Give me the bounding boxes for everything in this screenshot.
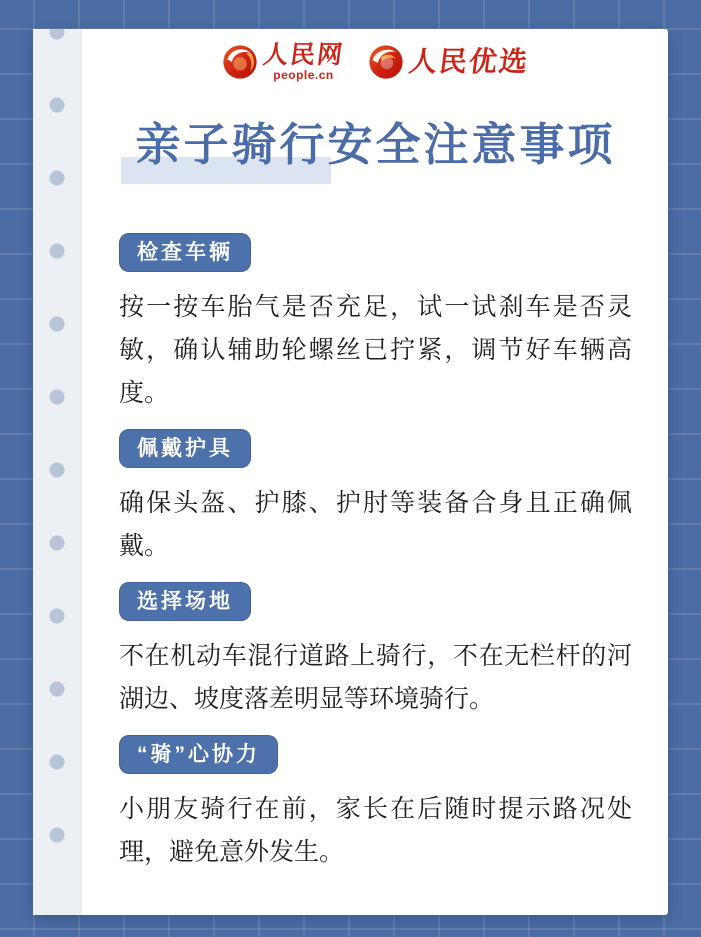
poster-card (33, 29, 668, 915)
poster-content (82, 29, 668, 915)
people-cn-logo (222, 42, 344, 82)
section-badge-wear-gear: 佩戴护具 (119, 429, 251, 468)
section-ride-together (119, 735, 632, 874)
people-youxuan-logo-text: 人民优选 (407, 46, 531, 77)
people-youxuan-logo (368, 42, 529, 80)
section-wear-gear (119, 429, 632, 568)
people-cn-logo-subtext: people.cn (273, 68, 334, 82)
section-text-ride-together: 小朋友骑行在前，家长在后随时提示路况处理，避免意外发生。 (119, 795, 632, 866)
page-title: 亲子骑行安全注意事项 (135, 119, 616, 170)
section-text-check-vehicle: 按一按车胎气是否充足，试一试刹车是否灵敏，确认辅助轮螺丝已拧紧，调节好车辆高度。 (119, 293, 632, 407)
binding-holes-strip (33, 29, 82, 915)
section-text-wear-gear: 确保头盔、护膝、护肘等装备合身且正确佩戴。 (119, 489, 632, 560)
section-list (119, 233, 632, 874)
section-choose-site (119, 582, 632, 721)
header-logos (119, 42, 632, 89)
people-cn-logo-text: 人民网 (261, 41, 346, 69)
people-youxuan-swirl-icon (368, 42, 404, 80)
section-badge-ride-together: “骑”心协力 (119, 735, 278, 774)
section-check-vehicle (119, 233, 632, 415)
section-badge-choose-site: 选择场地 (119, 582, 251, 621)
section-badge-check-vehicle: 检查车辆 (119, 233, 251, 272)
title-row (119, 115, 632, 175)
people-cn-swirl-icon (222, 42, 258, 80)
section-text-choose-site: 不在机动车混行道路上骑行，不在无栏杆的河湖边、坡度落差明显等环境骑行。 (119, 642, 632, 713)
